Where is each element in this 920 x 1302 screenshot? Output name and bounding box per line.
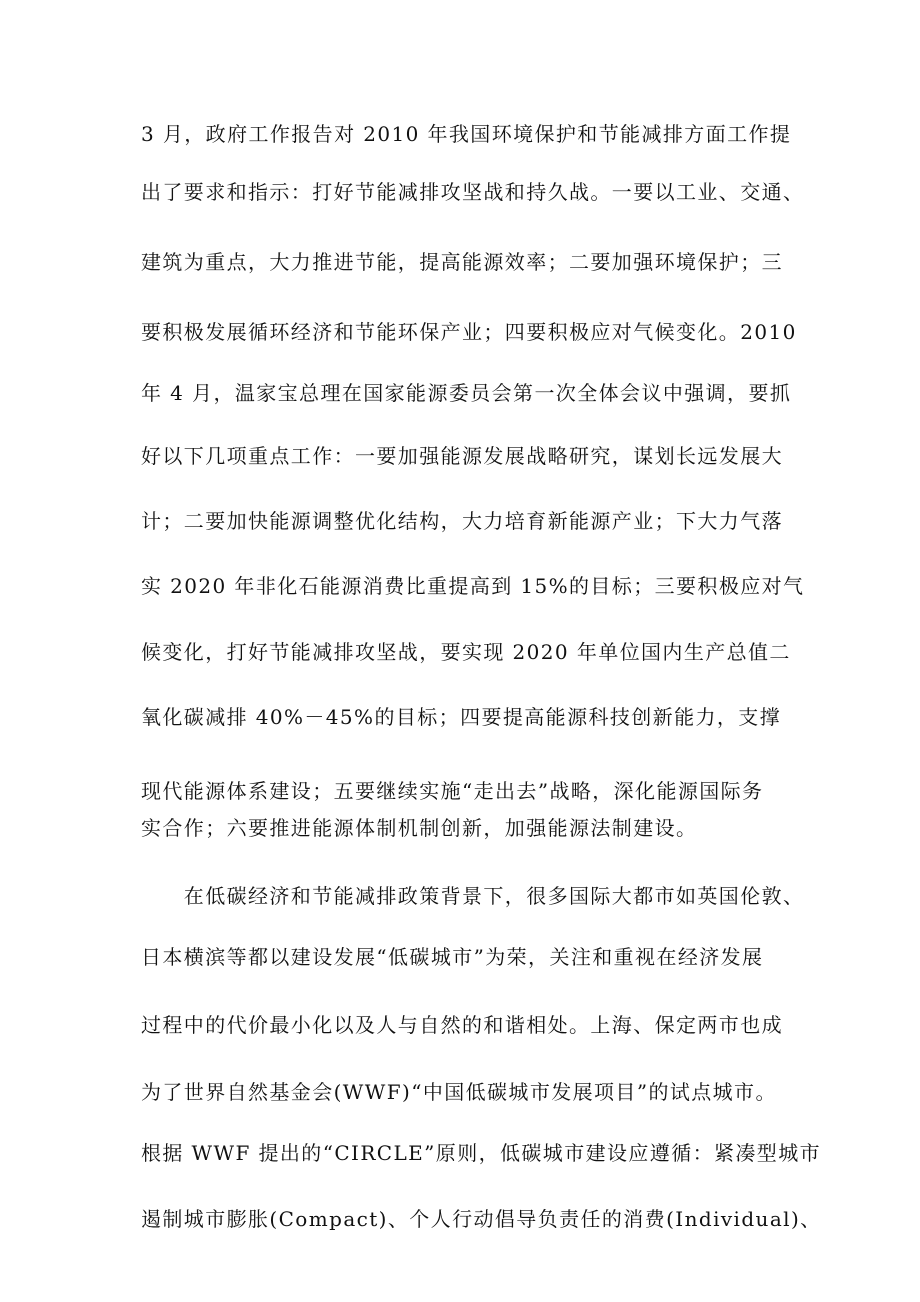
text-line: 候变化，打好节能减排攻坚战，要实现 2020 年单位国内生产总值二: [141, 640, 791, 664]
text-line: 现代能源体系建设；五要继续实施“走出去”战略，深化能源国际务: [141, 779, 764, 803]
text-line: 3 月，政府工作报告对 2010 年我国环境保护和节能减排方面工作提: [141, 122, 792, 146]
paragraph-first-line: 在低碳经济和节能减排政策背景下，很多国际大都市如英国伦敦、: [141, 884, 805, 908]
text-line: 过程中的代价最小化以及人与自然的和谐相处。上海、保定两市也成: [141, 1013, 783, 1037]
text-line: 日本横滨等都以建设发展“低碳城市”为荣，关注和重视在经济发展: [141, 945, 764, 969]
text-line: 根据 WWF 提出的“CIRCLE”原则，低碳城市建设应遵循：紧凑型城市: [141, 1141, 821, 1165]
text-line: 要积极发展循环经济和节能环保产业；四要积极应对气候变化。2010: [141, 320, 797, 344]
text-line: 实合作；六要推进能源体制机制创新，加强能源法制建设。: [141, 816, 698, 840]
text-line: 遏制城市膨胀(Compact)、个人行动倡导负责任的消费(Individual)、: [141, 1207, 822, 1231]
text-line: 计；二要加快能源调整优化结构，大力培育新能源产业；下大力气落: [141, 509, 783, 533]
text-line: 年 4 月，温家宝总理在国家能源委员会第一次全体会议中强调，要抓: [141, 381, 792, 405]
text-line: 好以下几项重点工作：一要加强能源发展战略研究，谋划长远发展大: [141, 444, 783, 468]
text-line: 建筑为重点，大力推进节能，提高能源效率；二要加强环境保护；三: [141, 250, 783, 274]
text-line: 氧化碳减排 40%－45%的目标；四要提高能源科技创新能力，支撑: [141, 705, 782, 729]
text-line: 为了世界自然基金会(WWF)“中国低碳城市发展项目”的试点城市。: [141, 1080, 777, 1104]
text-line: 实 2020 年非化石能源消费比重提高到 15%的目标；三要积极应对气: [141, 574, 805, 598]
text-line: 出了要求和指示：打好节能减排攻坚战和持久战。一要以工业、交通、: [141, 180, 805, 204]
